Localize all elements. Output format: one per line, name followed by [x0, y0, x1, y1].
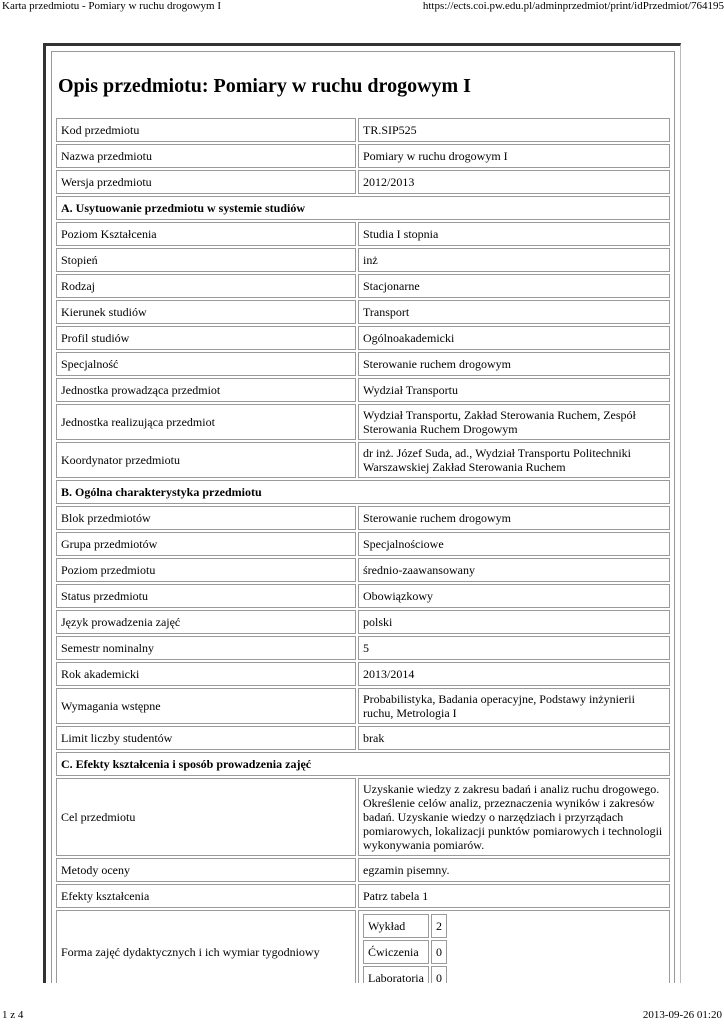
- row-value: Sterowanie ruchem drogowym: [358, 506, 670, 530]
- table-row: [56, 274, 670, 298]
- row-value: Wydział Transportu, Zakład Sterowania Ruchem, Zespół Sterowania Ruchem Drogowym: [358, 404, 670, 440]
- page-frame: [43, 43, 681, 983]
- row-value: polski: [358, 610, 670, 634]
- print-timestamp: 2013-09-26 01:20: [642, 1009, 722, 1021]
- row-value: Pomiary w ruchu drogowym I: [358, 144, 670, 168]
- table-row: [56, 662, 670, 686]
- content-box: [51, 51, 675, 983]
- row-value: inż: [358, 248, 670, 272]
- page-counter: 1 z 4: [2, 1009, 24, 1021]
- page-title: Opis przedmiotu: Pomiary w ruchu drogowym I: [58, 75, 471, 97]
- table-row: [56, 506, 670, 530]
- table-row: [56, 300, 670, 324]
- section-b-title: B. Ogólna charakterystyka przedmiotu: [56, 480, 670, 504]
- print-header-url: https://ects.coi.pw.edu.pl/adminprzedmiot/print/idPrzedmiot/764195: [422, 0, 724, 12]
- row-value: średnio-zaawansowany: [358, 558, 670, 582]
- row-label: Poziom Kształcenia: [56, 222, 356, 246]
- form-name: Ćwiczenia: [363, 940, 429, 964]
- forms-row: [363, 940, 447, 964]
- table-row: [56, 688, 670, 724]
- forms-row: [363, 966, 447, 983]
- table-row: [56, 170, 670, 194]
- row-label: Kod przedmiotu: [56, 118, 356, 142]
- row-label: Koordynator przedmiotu: [56, 442, 356, 478]
- row-label: Status przedmiotu: [56, 584, 356, 608]
- row-value: Transport: [358, 300, 670, 324]
- row-label: Grupa przedmiotów: [56, 532, 356, 556]
- row-value: Probabilistyka, Badania operacyjne, Podstawy inżynierii ruchu, Metrologia I: [358, 688, 670, 724]
- print-header-title: Karta przedmiotu - Pomiary w ruchu drogowym I: [2, 0, 222, 12]
- row-label: Kierunek studiów: [56, 300, 356, 324]
- browser-print-header: [0, 0, 724, 14]
- row-value: Sterowanie ruchem drogowym: [358, 352, 670, 376]
- form-name: Wykład: [363, 914, 429, 938]
- row-value: Uzyskanie wiedzy z zakresu badań i analiz ruchu drogowego. Określenie celów analiz, przeznaczenia wyników i zakresów badań. Uzyskanie wiedzy o narzędziach i przyrządach pomiarowych, lokalizacji punktów pomiarowych i technologii wykonywania pomiarów.: [358, 778, 670, 856]
- table-row: [56, 726, 670, 750]
- row-value: TR.SIP525: [358, 118, 670, 142]
- table-row: [56, 558, 670, 582]
- table-row: [56, 910, 670, 983]
- table-row: [56, 610, 670, 634]
- row-label: Wymagania wstępne: [56, 688, 356, 724]
- table-row: [56, 222, 670, 246]
- forms-row: [363, 914, 447, 938]
- row-value: brak: [358, 726, 670, 750]
- row-label: Specjalność: [56, 352, 356, 376]
- row-value: 2012/2013: [358, 170, 670, 194]
- form-hours: 0: [431, 966, 447, 983]
- table-row: [56, 884, 670, 908]
- row-label: Stopień: [56, 248, 356, 272]
- table-row: [56, 636, 670, 660]
- section-header-row: [56, 752, 670, 776]
- forms-table: [361, 912, 449, 983]
- table-row: [56, 584, 670, 608]
- section-header-row: [56, 480, 670, 504]
- row-label: Rodzaj: [56, 274, 356, 298]
- table-row: [56, 144, 670, 168]
- row-label: Cel przedmiotu: [56, 778, 356, 856]
- section-a-title: A. Usytuowanie przedmiotu w systemie studiów: [56, 196, 670, 220]
- table-row: [56, 404, 670, 440]
- form-hours: 0: [431, 940, 447, 964]
- table-row: [56, 352, 670, 376]
- table-row: [56, 442, 670, 478]
- row-label: Blok przedmiotów: [56, 506, 356, 530]
- section-header-row: [56, 196, 670, 220]
- course-table: [54, 116, 672, 983]
- table-row: [56, 118, 670, 142]
- row-label: Metody oceny: [56, 858, 356, 882]
- row-label: Nazwa przedmiotu: [56, 144, 356, 168]
- row-label: Wersja przedmiotu: [56, 170, 356, 194]
- row-value: Ogólnoakademicki: [358, 326, 670, 350]
- row-label: Rok akademicki: [56, 662, 356, 686]
- row-label: Poziom przedmiotu: [56, 558, 356, 582]
- row-value: dr inż. Józef Suda, ad., Wydział Transportu Politechniki Warszawskiej Zakład Sterowania Ruchem: [358, 442, 670, 478]
- table-row: [56, 778, 670, 856]
- row-label: Semestr nominalny: [56, 636, 356, 660]
- table-row: [56, 326, 670, 350]
- form-name: Laboratoria: [363, 966, 429, 983]
- form-hours: 2: [431, 914, 447, 938]
- table-row: [56, 532, 670, 556]
- row-value: Specjalnościowe: [358, 532, 670, 556]
- row-value: Studia I stopnia: [358, 222, 670, 246]
- table-row: [56, 248, 670, 272]
- section-c-title: C. Efekty kształcenia i sposób prowadzenia zajęć: [56, 752, 670, 776]
- row-value: Obowiązkowy: [358, 584, 670, 608]
- row-value: egzamin pisemny.: [358, 858, 670, 882]
- browser-print-footer: [0, 1008, 724, 1024]
- row-label: Jednostka prowadząca przedmiot: [56, 378, 356, 402]
- forms-cell: [358, 910, 670, 983]
- row-value: 2013/2014: [358, 662, 670, 686]
- row-label: Profil studiów: [56, 326, 356, 350]
- row-label: Limit liczby studentów: [56, 726, 356, 750]
- table-row: [56, 858, 670, 882]
- row-label: Język prowadzenia zajęć: [56, 610, 356, 634]
- row-label: Efekty kształcenia: [56, 884, 356, 908]
- row-value: Stacjonarne: [358, 274, 670, 298]
- row-value: 5: [358, 636, 670, 660]
- table-row: [56, 378, 670, 402]
- row-value: Patrz tabela 1: [358, 884, 670, 908]
- row-value: Wydział Transportu: [358, 378, 670, 402]
- row-label: Forma zajęć dydaktycznych i ich wymiar tygodniowy: [56, 910, 356, 983]
- row-label: Jednostka realizująca przedmiot: [56, 404, 356, 440]
